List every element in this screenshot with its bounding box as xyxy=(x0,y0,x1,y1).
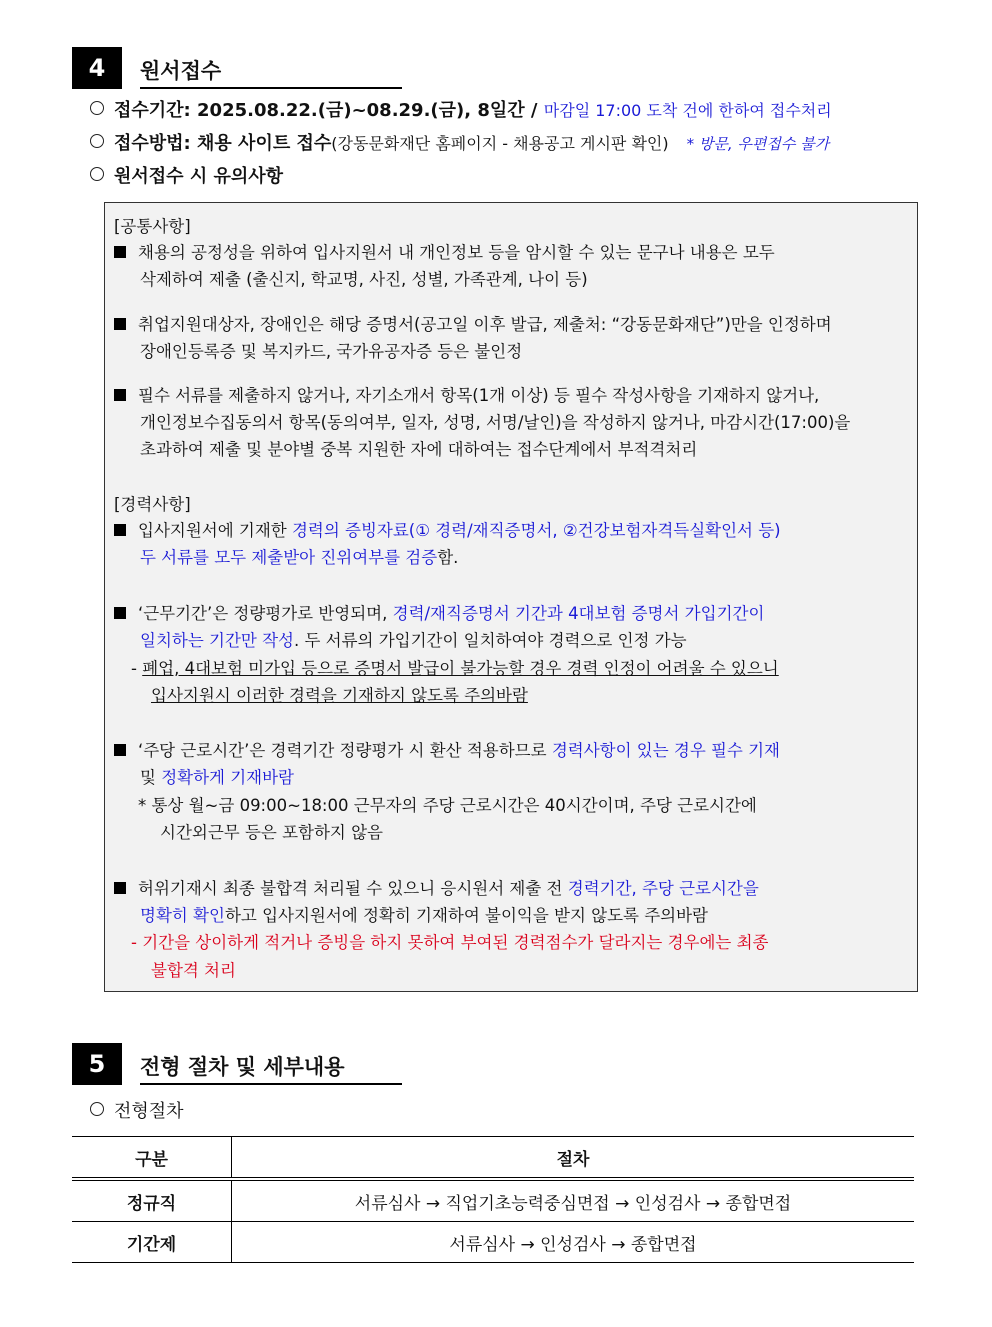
section-number: 4 xyxy=(72,47,122,89)
career-item-2-line-4: 입사지원시 이러한 경력을 기재하지 않도록 주의바람 xyxy=(151,686,528,705)
table-cell-category: 정규직 xyxy=(72,1179,232,1222)
procedure-table xyxy=(72,1136,914,1263)
career-item-1-line-2: 두 서류를 모두 제출받아 진위여부를 검증함. xyxy=(140,548,459,567)
table-cell-category: 기간제 xyxy=(72,1222,232,1263)
section-title: 원서접수 xyxy=(140,58,402,89)
career-item-1: 입사지원서에 기재한 경력의 증빙자료(① 경력/재직증명서, ②건강보험자격득실확인서 등) xyxy=(114,520,781,542)
method-detail: (강동문화재단 홈페이지 - 채용공고 게시판 확인) xyxy=(331,134,669,153)
career-item-2: ‘근무기간’은 정량평가로 반영되며, 경력/재직증명서 기간과 4대보험 증명서 가입기간이 xyxy=(114,603,764,625)
section-4-header xyxy=(72,47,402,89)
section-title: 전형 절차 및 세부내용 xyxy=(140,1054,402,1085)
common-item-2: 취업지원대상자, 장애인은 해당 증명서(공고일 이후 발급, 제출처: “강동문화재단”)만을 인정하며 xyxy=(114,314,832,336)
circle-bullet-icon xyxy=(90,167,104,181)
application-method xyxy=(90,132,829,156)
section-5-header xyxy=(72,1043,402,1085)
square-bullet-icon xyxy=(114,744,126,756)
circle-bullet-icon xyxy=(90,1102,104,1116)
career-item-4: 허위기재시 최종 불합격 처리될 수 있으니 응시원서 제출 전 경력기간, 주당 근로시간을 xyxy=(114,878,759,900)
circle-bullet-icon xyxy=(90,134,104,148)
common-item-3-line-2: 개인정보수집동의서 항목(동의여부, 일자, 성명, 서명/날인)을 작성하지 않거나, 마감시간(17:00)을 xyxy=(140,413,851,432)
section-number: 5 xyxy=(72,1043,122,1085)
common-item-3: 필수 서류를 제출하지 않거나, 자기소개서 항목(1개 이상) 등 필수 작성사항을 기재하지 않거나, xyxy=(114,385,819,407)
application-period xyxy=(90,99,832,123)
career-item-2-line-3: - 폐업, 4대보험 미가입 등으로 증명서 발급이 불가능할 경우 경력 인정이 어려울 수 있으니 xyxy=(131,659,779,678)
common-item-3-line-3: 초과하여 제출 및 분야별 중복 지원한 자에 대하여는 접수단계에서 부적격처리 xyxy=(140,440,698,459)
table-row xyxy=(72,1179,914,1222)
table-header-row xyxy=(72,1137,914,1180)
table-header-procedure: 절차 xyxy=(232,1137,915,1180)
common-item-1-line-2: 삭제하여 제출 (출신지, 학교명, 사진, 성별, 가족관계, 나이 등) xyxy=(140,270,588,289)
table-row xyxy=(72,1222,914,1263)
method-label: 접수방법: 채용 사이트 접수 xyxy=(114,133,332,154)
career-item-3: ‘주당 근로시간’은 경력기간 정량평가 시 환산 적용하므로 경력사항이 있는 경우 필수 기재 xyxy=(114,740,780,762)
circle-bullet-icon xyxy=(90,101,104,115)
period-label: 접수기간: 2025.08.22.(금)~08.29.(금), 8일간 / xyxy=(114,100,544,121)
square-bullet-icon xyxy=(114,318,126,330)
career-item-4-line-2: 명확히 확인하고 입사지원서에 정확히 기재하여 불이익을 받지 않도록 주의바람 xyxy=(140,906,708,925)
notice-title: 원서접수 시 유의사항 xyxy=(90,165,283,189)
career-item-4-line-3: - 기간을 상이하게 적거나 증빙을 하지 못하여 부여된 경력점수가 달라지는 경우에는 최종 xyxy=(131,933,769,952)
period-note: 마감일 17:00 도착 건에 한하여 접수처리 xyxy=(543,101,832,120)
procedure-subtitle: 전형절차 xyxy=(90,1100,184,1124)
table-cell-procedure: 서류심사 → 인성검사 → 종합면접 xyxy=(232,1222,915,1263)
method-note: * 방문, 우편접수 불가 xyxy=(686,135,830,153)
career-item-3-line-2: 및 정확하게 기재바람 xyxy=(140,768,294,787)
common-item-1: 채용의 공정성을 위하여 입사지원서 내 개인정보 등을 암시할 수 있는 문구나 내용은 모두 xyxy=(114,242,775,264)
square-bullet-icon xyxy=(114,607,126,619)
career-item-3-line-3: * 통상 월~금 09:00~18:00 근무자의 주당 근로시간은 40시간이며, 주당 근로시간에 xyxy=(138,796,757,815)
notice-box xyxy=(104,202,918,992)
square-bullet-icon xyxy=(114,524,126,536)
table-cell-procedure: 서류심사 → 직업기초능력중심면접 → 인성검사 → 종합면접 xyxy=(232,1179,915,1222)
square-bullet-icon xyxy=(114,389,126,401)
square-bullet-icon xyxy=(114,246,126,258)
career-item-3-line-4: 시간외근무 등은 포함하지 않음 xyxy=(160,823,383,842)
career-item-2-line-2: 일치하는 기간만 작성. 두 서류의 가입기간이 일치하여야 경력으로 인정 가능 xyxy=(140,631,687,650)
career-header: [경력사항] xyxy=(114,495,191,514)
common-item-2-line-2: 장애인등록증 및 복지카드, 국가유공자증 등은 불인정 xyxy=(140,342,523,361)
square-bullet-icon xyxy=(114,882,126,894)
common-header: [공통사항] xyxy=(114,217,191,236)
career-item-4-line-4: 불합격 처리 xyxy=(151,961,236,980)
table-header-category: 구분 xyxy=(72,1137,232,1180)
